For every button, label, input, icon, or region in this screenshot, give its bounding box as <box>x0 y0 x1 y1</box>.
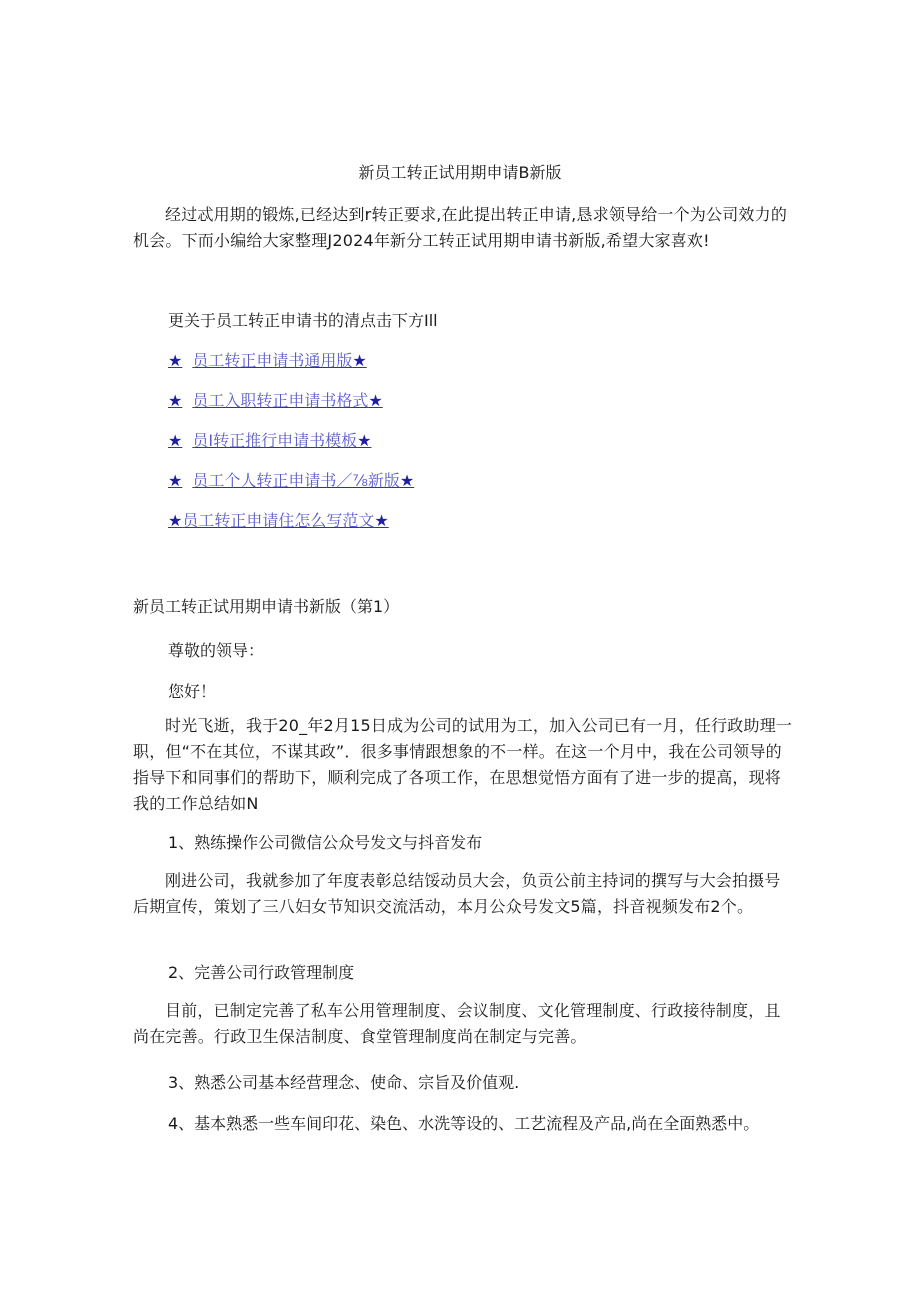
heading-item-1: 1、熟练操作公司微信公众号发文与抖音发布 <box>168 833 483 852</box>
link-label: 员工个人转正申请书／⅞新版 <box>192 471 400 490</box>
paragraph-summary: 时光飞逝，我于20_年2月15日成为公司的试用为工，加入公司已有一月，任行政助理一职，但“不在其位，不谋其政”．很多事情跟想象的不一样。在这一个月中，我在公司领导的指导下和同事们的帮助下，顺利完成了各项工作，在思想觉悟方面有了进一步的提高，现将我的工作总结如N <box>133 716 793 813</box>
link-general-template[interactable] <box>168 350 367 372</box>
star-icon: ★ <box>168 511 183 530</box>
document-title: 新员工转正试用期申请B新版 <box>358 163 562 182</box>
star-icon: ★ <box>352 351 367 370</box>
star-icon: ★ <box>168 351 183 370</box>
paragraph-item-1: 刚进公司，我就参加了年度表彰总结馁动员大会，负贡公前主持词的撰写与大会拍摄号后期宣传，策划了三八妇女节知识交流活动，本月公众号发文5篇，抖音视频发布2个。 <box>133 871 781 916</box>
link-format[interactable] <box>168 390 383 412</box>
star-icon: ★ <box>374 511 389 530</box>
star-icon: ★ <box>168 431 183 450</box>
heading-item-2: 2、完善公司行政管理制度 <box>168 963 355 982</box>
paragraph-item-2: 目前，已制定完善了私车公用管理制度、会议制度、文化管理制度、行政接待制度，且尚在完善。行政卫生保洁制度、食堂管理制度尚在制定与完善。 <box>133 1001 781 1046</box>
star-icon: ★ <box>357 431 372 450</box>
link-label: 员工转正申请住怎么写范文 <box>182 511 375 530</box>
star-icon: ★ <box>399 471 415 490</box>
link-template[interactable] <box>168 430 371 452</box>
heading-item-3: 3、熟悉公司基本经营理念、使命、宗旨及价值观. <box>168 1073 520 1092</box>
link-how-to-write[interactable] <box>168 510 389 532</box>
star-icon: ★ <box>368 391 383 410</box>
star-icon: ★ <box>168 391 183 410</box>
salutation: 尊敬的领导： <box>168 641 265 660</box>
link-label: 员工转正申请书通用版 <box>192 351 353 370</box>
link-label: 员工入职转正申请书格式 <box>192 391 369 410</box>
section-title: 新员工转正试用期申请书新版（第1） <box>133 597 400 616</box>
link-personal[interactable] <box>168 470 414 492</box>
greeting: 您好！ <box>168 682 217 701</box>
heading-item-4: 4、基本熟悉一些车间印花、染色、水洗等设的、工艺流程及产品,尚在全面熟悉中。 <box>168 1114 760 1133</box>
star-icon: ★ <box>168 471 183 490</box>
link-label: 员I转正推行申请书模板 <box>192 431 358 450</box>
intro-paragraph: 经过忒用期的锻炼,已经达到r转正要求,在此提出转正申请,恳求领导给一个为公司效力的机会。下而小编给大家整理J2024年新分工转正试用期申请书新版,希望大家喜欢! <box>133 205 788 250</box>
more-label: 更关于员工转正申请书的清点击下方Ill <box>168 311 438 330</box>
